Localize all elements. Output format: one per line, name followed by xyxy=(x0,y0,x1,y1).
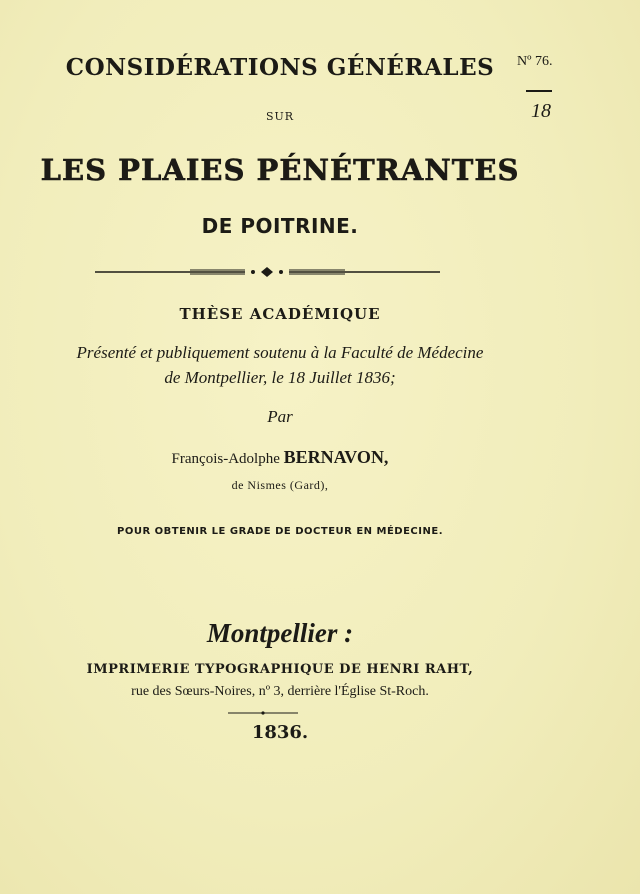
by-label: Par xyxy=(267,407,293,426)
title-line-3: DE POITRINE. xyxy=(201,214,359,238)
author-first-names: François-Adolphe xyxy=(171,451,280,467)
small-rule xyxy=(228,710,298,716)
title-connector: SUR xyxy=(265,110,295,123)
thesis-label: THÈSE ACADÉMIQUE xyxy=(179,305,381,323)
degree-line: POUR OBTENIR LE GRADE DE DOCTEUR EN MÉDECINE. xyxy=(117,526,443,537)
ornamental-rule xyxy=(95,262,440,282)
printer-name: IMPRIMERIE TYPOGRAPHIQUE DE HENRI RAHT, xyxy=(86,662,474,677)
printer-address: rue des Sœurs-Noires, nº 3, derrière l'Église St-Roch. xyxy=(131,684,429,699)
catalog-underline xyxy=(526,90,552,92)
publication-year: 1836. xyxy=(251,722,309,743)
handwritten-mark: 18 xyxy=(531,100,551,122)
author-origin: de Nismes (Gard), xyxy=(231,478,329,492)
presented-line-1: Présenté et publiquement soutenu à la Faculté de Médecine xyxy=(76,343,484,362)
publication-city: Montpellier : xyxy=(206,618,354,648)
catalog-number: Nº 76. xyxy=(517,54,553,69)
title-line-1: CONSIDÉRATIONS GÉNÉRALES xyxy=(65,54,495,81)
presented-line-2: de Montpellier, le 18 Juillet 1836; xyxy=(164,368,396,387)
author-surname: BERNAVON, xyxy=(283,447,389,467)
title-line-2: LES PLAIES PÉNÉTRANTES xyxy=(40,153,520,187)
author-name xyxy=(0,447,560,468)
